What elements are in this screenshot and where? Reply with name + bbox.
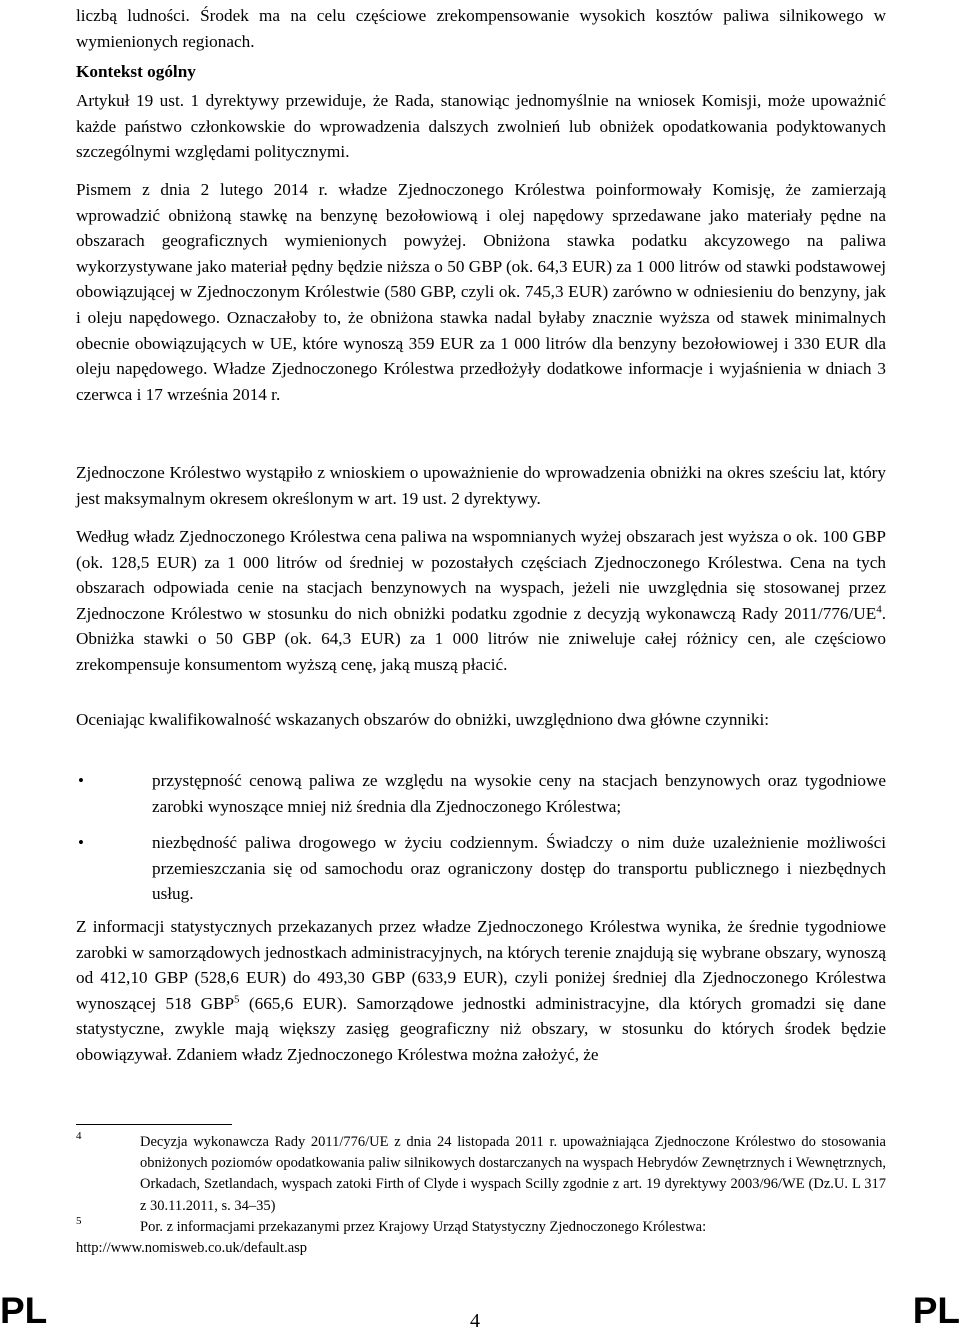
footnote-number: 5 (76, 1214, 82, 1227)
footnote-number: 4 (76, 1130, 82, 1142)
letter-paragraph: Pismem z dnia 2 lutego 2014 r. władze Zjednoczonego Królestwa poinformowały Komisję, że zamierzają wprowadzić obniżoną stawkę na benzynę bezołowiową i olej napędowy sprzedawane jako materiały pędne na obszarach geograficznych wymienionych powyżej. Obniżona stawka podatku akcyzowego na paliwa wykorzystywane jako materiał pędny będzie niższa o 50 GBP (ok. 64,3 EUR) za 1 000 litrów od stawki podstawowej obowiązującej w Zjednoczonym Królestwie (580 GBP, czyli ok. 745,3 EUR) zarówno w odniesieniu do benzyny, jak i oleju napędowego. Oznaczałoby to, że obniżona stawka nadal byłaby znacznie wyższa od stawek minimalnych obecnie obowiązujących w UE, które wynoszą 359 EUR za 1 000 litrów dla benzyny bezołowiowej i 330 EUR dla oleju napędowego. Władze Zjednoczonego Królestwa przedłożyły dodatkowe informacje i wyjaśnienia w dniach 3 czerwca i 17 września 2014 r. (76, 180, 886, 404)
language-code-right: PL (912, 1290, 960, 1331)
bullet-text: niezbędność paliwa drogowego w życiu codziennym. Świadczy o nim duże uzależnienie możliwości przemieszczania się od samochodu oraz ograniczony dostęp do transportu publicznego i niezbędnych usług. (152, 833, 886, 904)
article-paragraph: Artykuł 19 ust. 1 dyrektywy przewiduje, że Rada, stanowiąc jednomyślnie na wniosek Komisji, może upoważnić każde państwo członkowskie do wprowadzenia dalszych zwolnień lub obniżek opodatkowania podyktowanych szczególnymi względami politycznymi. (76, 91, 886, 162)
footnote-4 (76, 1132, 886, 1217)
page-number: 4 (470, 1310, 480, 1332)
request-paragraph: Zjednoczone Królestwo wystąpiło z wnioskiem o upoważnienie do wprowadzenia obniżki na okres sześciu lat, który jest maksymalnym okresem określonym w art. 19 ust. 2 dyrektywy. (76, 463, 886, 508)
stats-text-b: (665,6 EUR). Samorządowe jednostki administracyjne, dla których gromadzi się dane statystyczne, zwykle mają większy zasięg geograficzny niż obszary, w stosunku do których środek będzie obowiązywał. Zdaniem władz Zjednoczonego Królestwa można założyć, że (76, 993, 886, 1064)
footnote-5 (76, 1214, 886, 1259)
footnote-ref-4: 4 (876, 603, 882, 616)
language-code-left: PL (0, 1290, 48, 1331)
bullet-icon: • (78, 833, 84, 852)
statistics-paragraph (76, 914, 886, 1068)
bullet-icon: • (78, 771, 84, 790)
price-text-b: . Obniżka stawki o 50 GBP (ok. 64,3 EUR) za 1 000 litrów nie zniweluje całej różnicy cen, ale częściowo zrekompensuje konsumentom wyższą cenę, jaką muszą płacić. (76, 603, 886, 674)
footnote-link[interactable]: http://www.nomisweb.co.uk/default.asp (76, 1240, 308, 1257)
price-text-a: Według władz Zjednoczonego Królestwa cena paliwa na wspomnianych wyżej obszarach jest wyższa o ok. 100 GBP (ok. 128,5 EUR) za 1 000 litrów od średniej w pozostałych częściach Zjednoczonego Królestwa. Cena na tych obszarach odpowiada cenie na stacjach benzynowych na wyspach, jeżeli nie uwzględnia się stosowanej przez Zjednoczone Królestwo w stosunku do nich obniżki podatku zgodnie z decyzją wykonawczą Rady 2011/776/UE (76, 527, 886, 623)
footnote-separator (76, 1124, 232, 1125)
section-heading: Kontekst ogólny (76, 62, 196, 81)
footnote-ref-5: 5 (234, 993, 240, 1006)
bullet-text: przystępność cenową paliwa ze względu na wysokie ceny na stacjach benzynowych oraz tygodniowe zarobki wynoszące mniej niż średnia dla Zjednoczonego Królestwa; (152, 771, 886, 816)
footnotes (76, 1132, 886, 1259)
list-item (76, 768, 886, 819)
list-item (76, 830, 886, 907)
footnote-text: Decyzja wykonawcza Rady 2011/776/UE z dnia 24 listopada 2011 r. upoważniająca Zjednoczone Królestwo do stosowania obniżonych poziomów opodatkowania paliw silnikowych dostarczanych na wyspach Hebrydów Zewnętrznych i Wewnętrznych, Orkadach, Szetlandach, wyspach zatoki Firth of Clyde i wyspach Scilly zgodnie z art. 19 dyrektywy 2003/96/WE (Dz.U. L 317 z 30.11.2011, s. 34–35) (140, 1134, 886, 1214)
bullet-list-2 (76, 830, 886, 907)
intro-paragraph: liczbą ludności. Środek ma na celu częściowe zrekompensowanie wysokich kosztów paliwa silnikowego w wymienionych regionach. (76, 6, 886, 51)
stats-text-a: Z informacji statystycznych przekazanych przez władze Zjednoczonego Królestwa wynika, że średnie tygodniowe zarobki w samorządowych jednostkach administracyjnych, na których terenie znajdują się wybrane obszary, wynoszą od 412,10 GBP (528,6 EUR) do 493,30 GBP (633,9 EUR), czyli poniżej średniej dla Zjednoczonego Królestwa wynoszącej 518 GBP (76, 917, 886, 1013)
footnote-text: Por. z informacjami przekazanymi przez Krajowy Urząd Statystyczny Zjednoczonego Królestwa: (140, 1218, 707, 1235)
price-paragraph (76, 524, 886, 678)
bullet-list-1 (76, 768, 886, 819)
assessment-paragraph: Oceniając kwalifikowalność wskazanych obszarów do obniżki, uwzględniono dwa główne czynniki: (76, 710, 770, 729)
